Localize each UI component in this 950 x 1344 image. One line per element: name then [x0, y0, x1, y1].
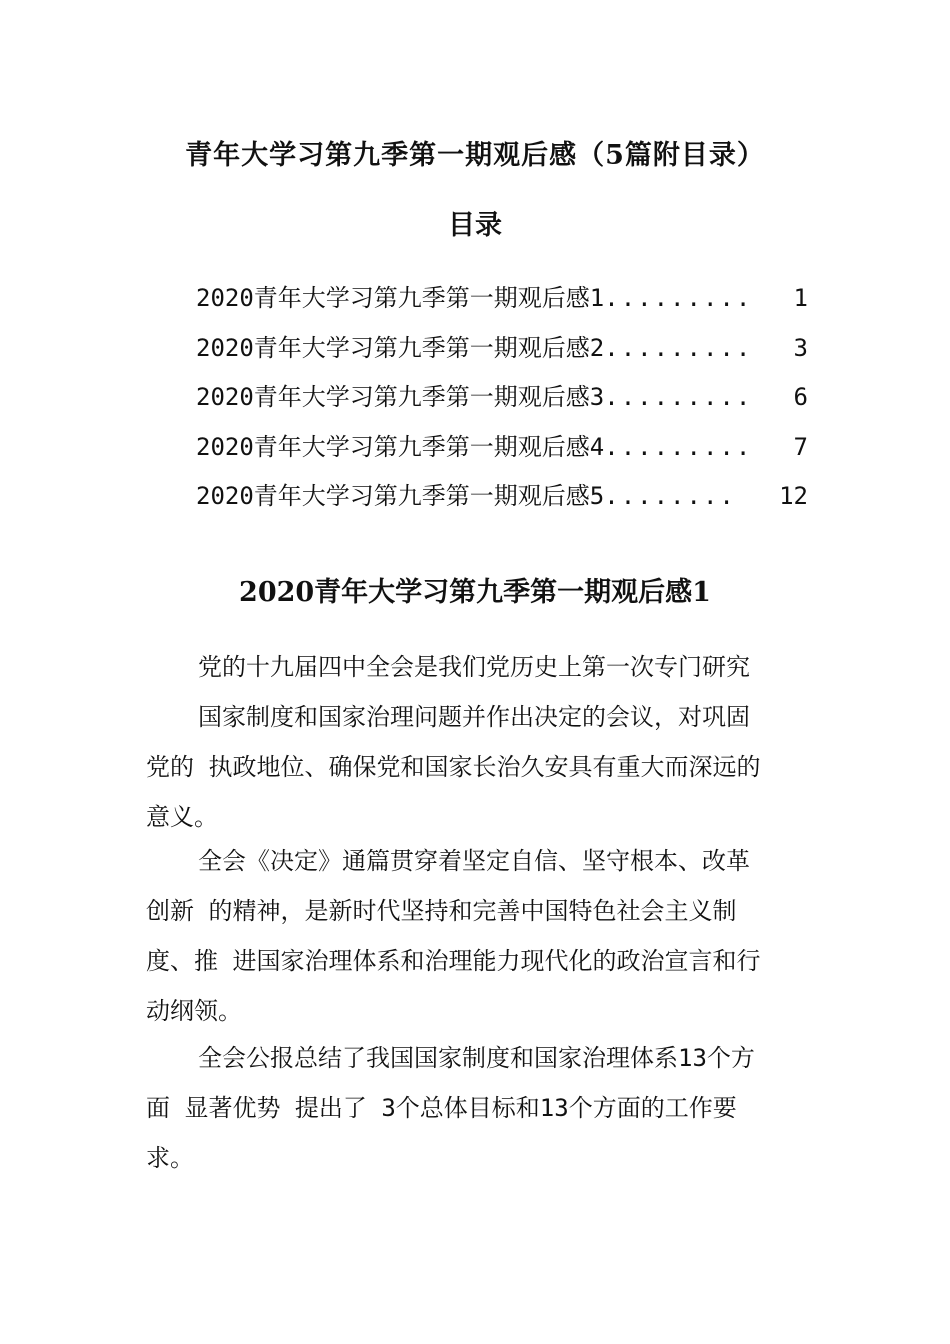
paragraph-line: 意义。 — [146, 803, 218, 831]
toc-leader-dots: ......... — [604, 432, 753, 461]
paragraph-line: 全会公报总结了我国国家制度和国家治理体系13个方 — [198, 1044, 755, 1072]
body-paragraph — [146, 836, 806, 1036]
paragraph-line: 动纲领。 — [146, 997, 242, 1025]
paragraph-line: 党的十九届四中全会是我们党历史上第一次专门研究 — [198, 653, 750, 681]
toc-page-number: 3 — [793, 333, 808, 362]
paragraph-line: 创新 的精神，是新时代坚持和完善中国特色社会主义制 — [146, 897, 737, 925]
paragraph-line: 全会《决定》通篇贯穿着坚定自信、坚守根本、改革 — [198, 847, 750, 875]
paragraph-line: 求。 — [146, 1144, 194, 1172]
toc-entry-1[interactable] — [196, 278, 808, 328]
table-of-contents — [196, 278, 808, 526]
toc-page-number: 1 — [793, 284, 808, 312]
body-paragraph — [146, 1033, 806, 1183]
document-title: 青年大学习第九季第一期观后感（5篇附目录） — [185, 140, 765, 171]
toc-leader-dots: ......... — [604, 333, 753, 362]
paragraph-line: 面 显著优势 提出了 3个总体目标和13个方面的工作要 — [146, 1094, 737, 1122]
toc-entry-text: 2020青年大学习第九季第一期观后感3 — [196, 383, 605, 411]
paragraph-line: 国家制度和国家治理问题并作出决定的会议，对巩固 — [198, 703, 750, 731]
toc-entry-4[interactable] — [196, 427, 808, 477]
toc-leader-dots: ......... — [604, 284, 753, 312]
toc-page-number: 12 — [779, 482, 808, 510]
toc-entry-text: 2020青年大学习第九季第一期观后感2 — [196, 333, 605, 362]
section-title: 2020青年大学习第九季第一期观后感1 — [239, 577, 711, 608]
paragraph-line: 度、推 进国家治理体系和治理能力现代化的政治宣言和行 — [146, 947, 761, 975]
toc-leader-dots: ........ — [604, 482, 736, 510]
toc-entry-text: 2020青年大学习第九季第一期观后感5 — [196, 482, 605, 510]
toc-entry-text: 2020青年大学习第九季第一期观后感1 — [196, 284, 605, 312]
toc-page-number: 6 — [793, 383, 808, 411]
toc-entry-2[interactable] — [196, 328, 808, 378]
body-paragraph — [146, 642, 806, 842]
toc-entry-3[interactable] — [196, 377, 808, 427]
paragraph-line: 党的 执政地位、确保党和国家长治久安具有重大而深远的 — [146, 753, 761, 781]
toc-page-number: 7 — [793, 432, 808, 461]
toc-heading: 目录 — [448, 210, 502, 241]
toc-entry-text: 2020青年大学习第九季第一期观后感4 — [196, 432, 605, 461]
toc-leader-dots: ......... — [604, 383, 753, 411]
toc-entry-5[interactable] — [196, 476, 808, 526]
